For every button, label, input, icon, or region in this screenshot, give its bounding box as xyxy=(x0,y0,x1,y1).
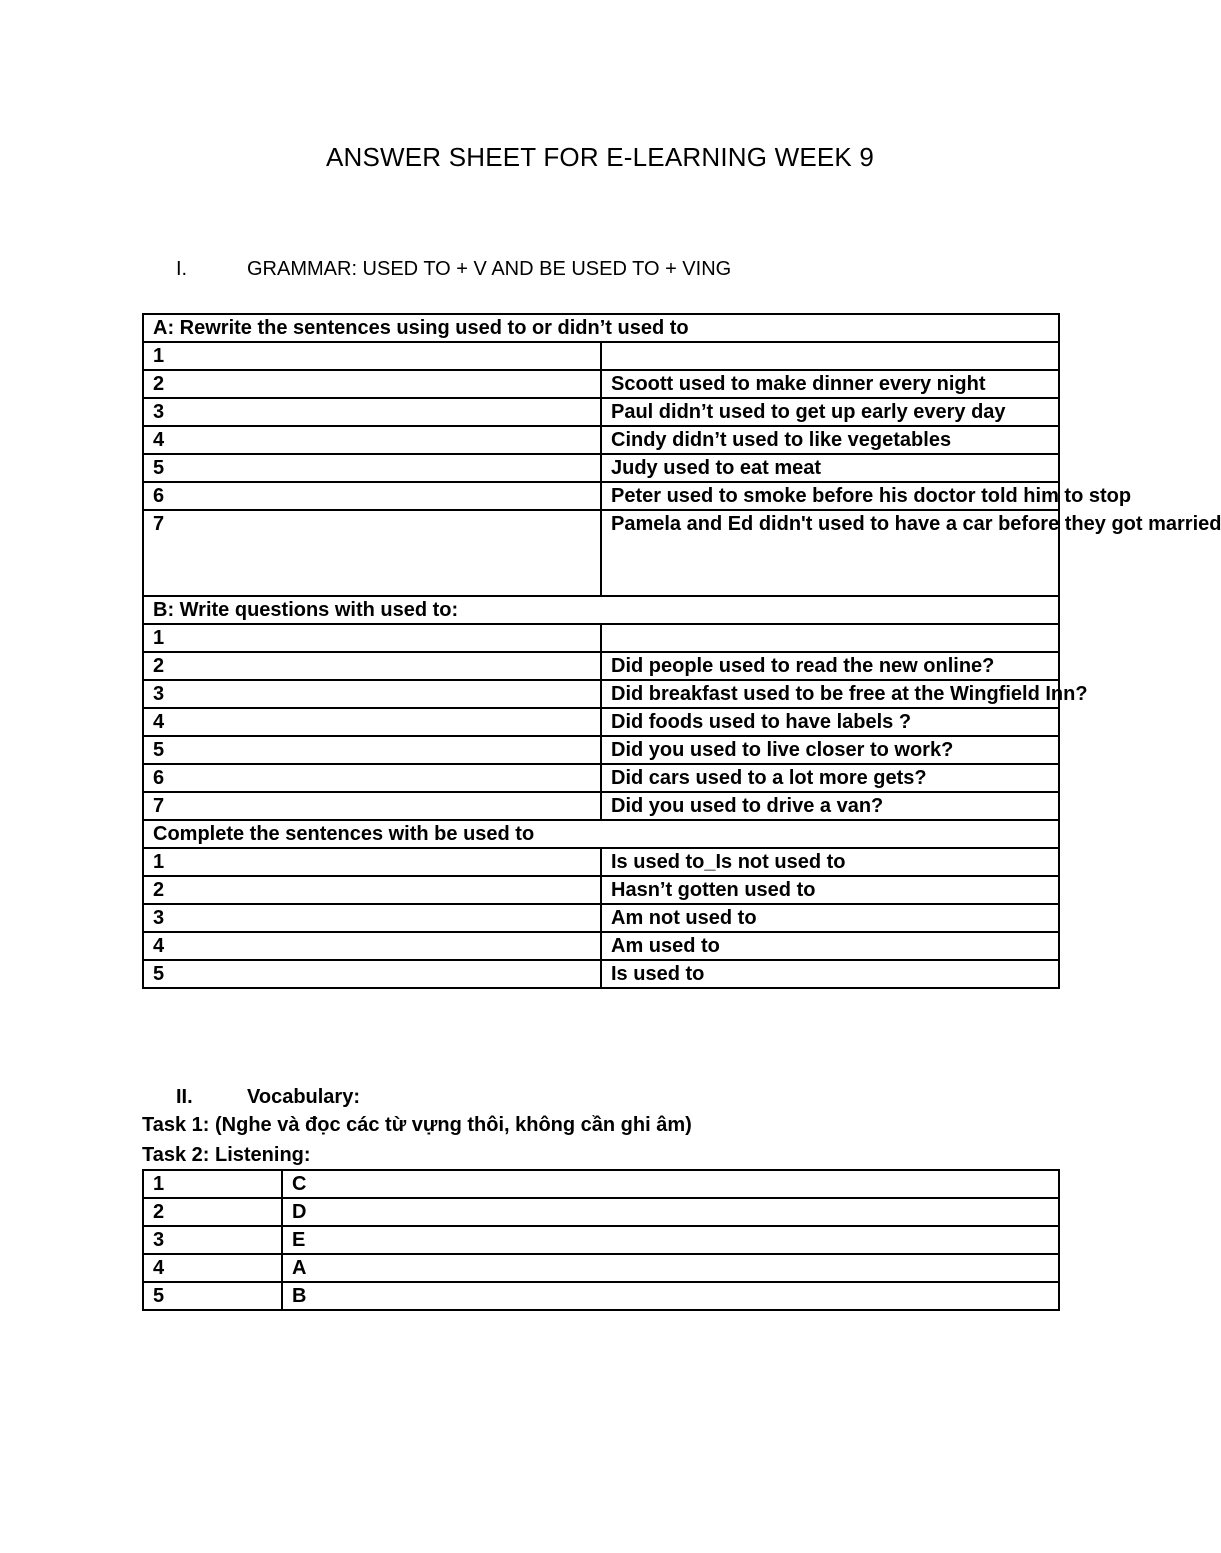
answer-cell xyxy=(601,624,1059,652)
table-row xyxy=(143,792,1059,820)
page-title: ANSWER SHEET FOR E-LEARNING WEEK 9 xyxy=(325,142,875,172)
answer-cell: A xyxy=(282,1254,1059,1282)
table-row xyxy=(143,1282,1059,1310)
part-b-header: B: Write questions with used to: xyxy=(143,596,1059,624)
section-numeral: II. xyxy=(176,1086,193,1108)
table-row xyxy=(143,960,1059,988)
row-number: 7 xyxy=(143,510,601,596)
table-row xyxy=(143,624,1059,652)
table-row xyxy=(143,736,1059,764)
table-row xyxy=(143,398,1059,426)
table-row xyxy=(143,482,1059,510)
table-row xyxy=(143,370,1059,398)
answer-cell: Cindy didn’t used to like vegetables xyxy=(601,426,1059,454)
row-number: 5 xyxy=(143,1282,282,1310)
answer-cell: C xyxy=(282,1170,1059,1198)
answer-cell: Is used to xyxy=(601,960,1059,988)
answer-cell: B xyxy=(282,1282,1059,1310)
row-number: 2 xyxy=(143,876,601,904)
row-number: 3 xyxy=(143,1226,282,1254)
row-number: 3 xyxy=(143,904,601,932)
row-number: 5 xyxy=(143,736,601,764)
section-heading-vocabulary xyxy=(176,1086,360,1109)
row-number: 5 xyxy=(143,960,601,988)
row-number: 7 xyxy=(143,792,601,820)
answer-cell: Did you used to live closer to work? xyxy=(601,736,1059,764)
row-number: 6 xyxy=(143,482,601,510)
row-number: 2 xyxy=(143,1198,282,1226)
row-number: 4 xyxy=(143,426,601,454)
table-row xyxy=(143,764,1059,792)
table-row xyxy=(143,652,1059,680)
row-number: 4 xyxy=(143,932,601,960)
table-row xyxy=(143,680,1059,708)
table-header-row xyxy=(143,596,1059,624)
answer-cell: E xyxy=(282,1226,1059,1254)
answer-cell: Scoott used to make dinner every night xyxy=(601,370,1059,398)
table-row xyxy=(143,510,1059,596)
answer-cell xyxy=(601,342,1059,370)
table-row xyxy=(143,708,1059,736)
table-header-row xyxy=(143,820,1059,848)
row-number: 4 xyxy=(143,708,601,736)
task-1-label: Task 1: (Nghe và đọc các từ vựng thôi, không cần ghi âm) xyxy=(142,1114,692,1136)
task-2-label: Task 2: Listening: xyxy=(142,1144,311,1166)
row-number: 1 xyxy=(143,848,601,876)
row-number: 3 xyxy=(143,680,601,708)
table-row xyxy=(143,342,1059,370)
table-row xyxy=(143,1226,1059,1254)
table-row xyxy=(143,426,1059,454)
section-heading-grammar xyxy=(176,258,731,281)
row-number: 2 xyxy=(143,370,601,398)
answer-cell: Did foods used to have labels ? xyxy=(601,708,1059,736)
table-row xyxy=(143,1170,1059,1198)
answer-cell: Hasn’t gotten used to xyxy=(601,876,1059,904)
answer-cell: Did breakfast used to be free at the Wingfield Inn? xyxy=(601,680,1059,708)
answer-cell: Did cars used to a lot more gets? xyxy=(601,764,1059,792)
row-number: 1 xyxy=(143,342,601,370)
part-a-header: A: Rewrite the sentences using used to or didn’t used to xyxy=(143,314,1059,342)
answer-cell: Am not used to xyxy=(601,904,1059,932)
row-number: 5 xyxy=(143,454,601,482)
table-header-row xyxy=(143,314,1059,342)
row-number: 1 xyxy=(143,624,601,652)
answer-cell: Did you used to drive a van? xyxy=(601,792,1059,820)
row-number: 4 xyxy=(143,1254,282,1282)
table-row xyxy=(143,1254,1059,1282)
answer-cell: Am used to xyxy=(601,932,1059,960)
section-heading-text: GRAMMAR: USED TO + V AND BE USED TO + VING xyxy=(247,258,732,280)
answer-cell: Paul didn’t used to get up early every day xyxy=(601,398,1059,426)
table-row xyxy=(143,848,1059,876)
row-number: 1 xyxy=(143,1170,282,1198)
section-numeral: I. xyxy=(176,258,188,280)
answer-cell: Did people used to read the new online? xyxy=(601,652,1059,680)
table-row xyxy=(143,876,1059,904)
table-row xyxy=(143,454,1059,482)
table-row xyxy=(143,904,1059,932)
row-number: 6 xyxy=(143,764,601,792)
section-heading-text: Vocabulary: xyxy=(247,1086,360,1108)
answer-cell: Pamela and Ed didn't used to have a car before they got married xyxy=(601,510,1059,596)
answer-cell: Peter used to smoke before his doctor told him to stop xyxy=(601,482,1059,510)
row-number: 2 xyxy=(143,652,601,680)
row-number: 3 xyxy=(143,398,601,426)
answer-cell: Is used to_Is not used to xyxy=(601,848,1059,876)
answer-cell: D xyxy=(282,1198,1059,1226)
grammar-answer-table xyxy=(142,313,1221,989)
answer-cell: Judy used to eat meat xyxy=(601,454,1059,482)
part-c-header: Complete the sentences with be used to xyxy=(143,820,1059,848)
listening-answer-table xyxy=(142,1169,1060,1311)
table-row xyxy=(143,932,1059,960)
table-row xyxy=(143,1198,1059,1226)
